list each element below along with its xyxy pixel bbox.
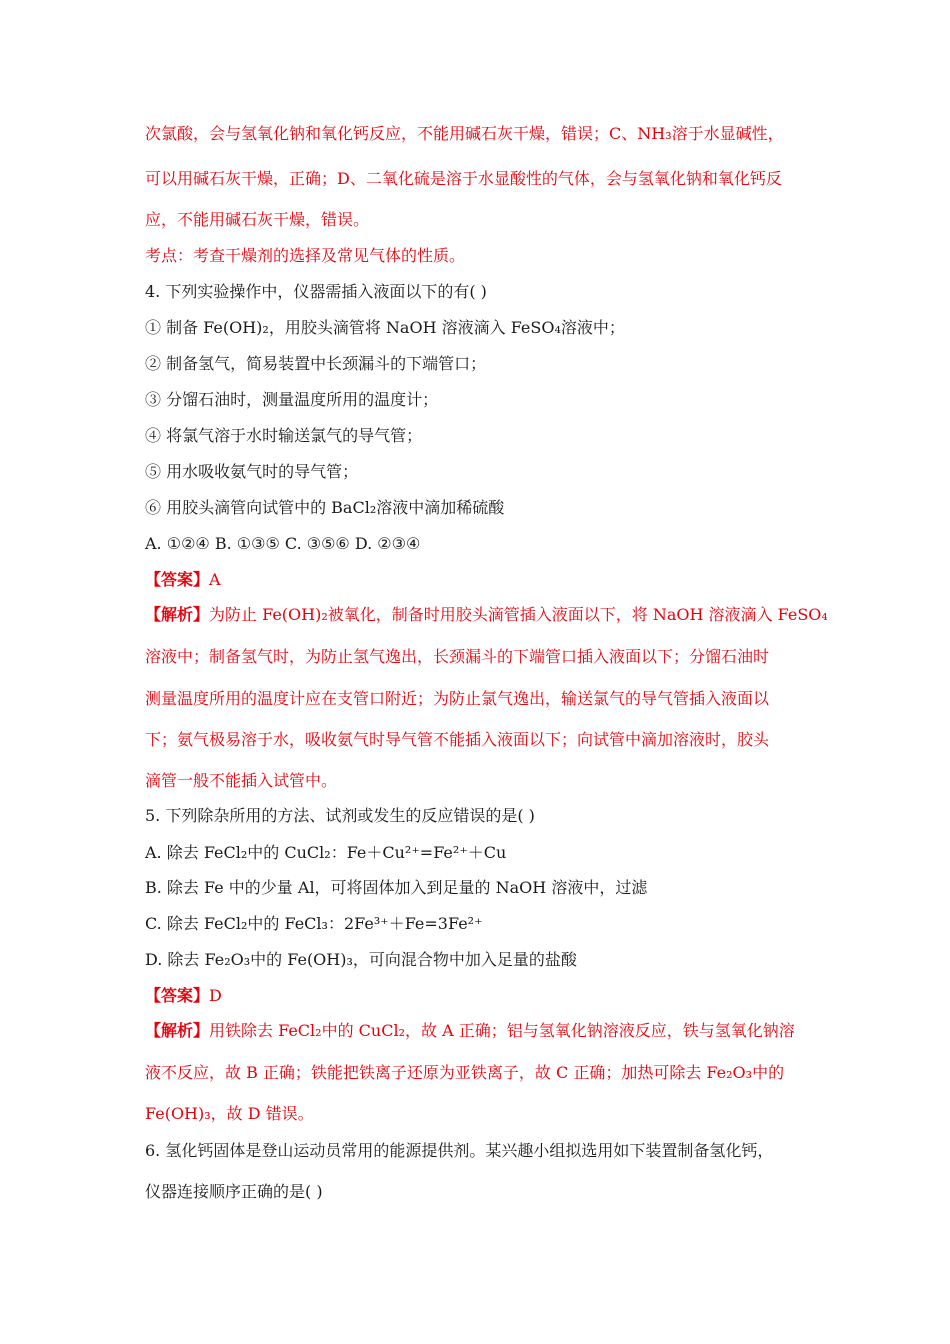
q4-options: A. ①②④ B. ①③⑤ C. ③⑤⑥ D. ②③④ [145,534,421,553]
q5-stem: 5. 下列除杂所用的方法、试剂或发生的反应错误的是( ) [145,806,535,825]
q4-item-3: ③ 分馏石油时，测量温度所用的温度计； [145,390,439,409]
q5-answer-value: D [209,986,222,1005]
prev-explanation-line-3: 应，不能用碱石灰干燥，错误。 [145,210,370,229]
q5-option-c: C. 除去 FeCl₂中的 FeCl₃：2Fe³⁺＋Fe=3Fe²⁺ [145,914,483,933]
q4-item-6: ⑥ 用胶头滴管向试管中的 BaCl₂溶液中滴加稀硫酸 [145,498,505,517]
q6-stem-line-2: 仪器连接顺序正确的是( ) [145,1182,323,1201]
q4-item-2: ② 制备氢气，简易装置中长颈漏斗的下端管口； [145,354,487,373]
q4-analysis-line-4: 下；氨气极易溶于水，吸收氨气时导气管不能插入液面以下；向试管中滴加溶液时，胶头 [145,730,770,749]
q5-analysis-line-1 [145,1021,795,1041]
q4-item-4: ④ 将氯气溶于水时输送氯气的导气管； [145,426,423,445]
q4-analysis-line-1 [145,605,828,625]
q4-analysis-line-2: 溶液中；制备氢气时，为防止氢气逸出，长颈漏斗的下端管口插入液面以下；分馏石油时 [145,647,770,666]
q5-option-d: D. 除去 Fe₂O₃中的 Fe(OH)₃，可向混合物中加入足量的盐酸 [145,950,577,969]
q4-analysis-line-3: 测量温度所用的温度计应在支管口附近；为防止氯气逸出，输送氯气的导气管插入液面以 [145,689,770,708]
q5-option-b: B. 除去 Fe 中的少量 Al，可将固体加入到足量的 NaOH 溶液中，过滤 [145,878,648,897]
kaodian-note: 考点：考查干燥剂的选择及常见气体的性质。 [145,246,466,265]
q5-option-a: A. 除去 FeCl₂中的 CuCl₂：Fe＋Cu²⁺=Fe²⁺＋Cu [145,843,507,862]
q4-answer-value: A [209,570,221,589]
prev-explanation-line-2: 可以用碱石灰干燥，正确；D、二氧化硫是溶于水显酸性的气体，会与氢氧化钠和氧化钙反 [145,169,782,188]
q4-answer [145,570,221,590]
q5-answer [145,986,222,1006]
q5-analysis-text-1: 用铁除去 FeCl₂中的 CuCl₂，故 A 正确；铝与氢氧化钠溶液反应，铁与氢氧化钠溶 [209,1021,795,1040]
q4-item-1: ① 制备 Fe(OH)₂，用胶头滴管将 NaOH 溶液滴入 FeSO₄溶液中； [145,318,625,337]
q4-item-5: ⑤ 用水吸收氨气时的导气管； [145,462,359,481]
q5-analysis-line-3: Fe(OH)₃，故 D 错误。 [145,1104,314,1123]
q4-analysis-text-1: 为防止 Fe(OH)₂被氧化，制备时用胶头滴管插入液面以下，将 NaOH 溶液滴入 FeSO₄ [209,605,828,624]
q4-analysis-label: 【解析】 [145,605,210,624]
q6-stem-line-1: 6. 氢化钙固体是登山运动员常用的能源提供剂。某兴趣小组拟选用如下装置制备氢化钙， [145,1141,774,1160]
q5-analysis-label: 【解析】 [145,1021,210,1040]
q5-analysis-line-2: 液不反应，故 B 正确；铁能把铁离子还原为亚铁离子，故 C 正确；加热可除去 Fe₂O₃中的 [145,1063,785,1082]
q4-analysis-line-5: 滴管一般不能插入试管中。 [145,771,338,790]
q5-answer-label: 【答案】 [145,986,210,1005]
q4-stem: 4. 下列实验操作中，仪器需插入液面以下的有( ) [145,282,487,301]
prev-explanation-line-1: 次氯酸，会与氢氧化钠和氧化钙反应，不能用碱石灰干燥，错误；C、NH₃溶于水显碱性， [145,124,784,143]
q4-answer-label: 【答案】 [145,570,210,589]
